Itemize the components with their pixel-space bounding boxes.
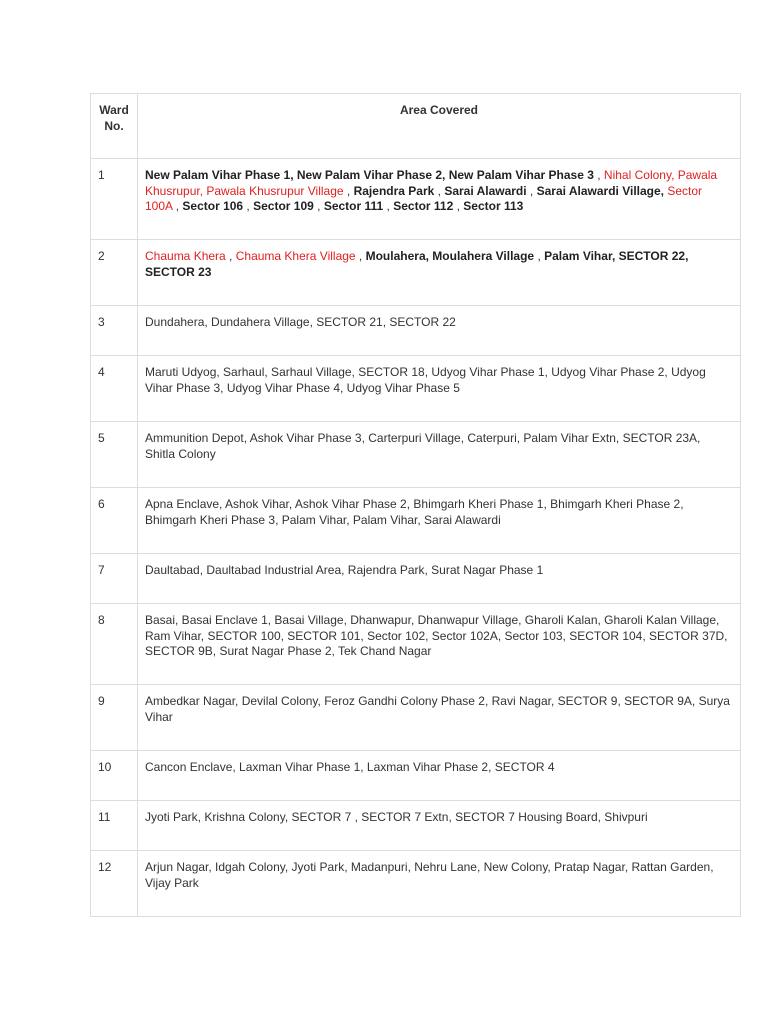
ward-number: 6 bbox=[91, 488, 138, 554]
area-link[interactable]: Chauma Khera bbox=[145, 249, 226, 263]
area-text: Sarai Alawardi Village, bbox=[536, 183, 665, 198]
area-text: Ammunition Depot, Ashok Vihar Phase 3, Carterpuri Village, Caterpuri, Palam Vihar Extn, SECTOR 23A, Shitla Colony bbox=[145, 431, 701, 461]
area-covered bbox=[138, 604, 741, 685]
area-covered bbox=[138, 851, 741, 917]
area-text: , bbox=[343, 183, 354, 198]
area-covered bbox=[138, 356, 741, 422]
area-link[interactable]: Sector 100A bbox=[145, 183, 703, 213]
area-text: Maruti Udyog, Sarhaul, Sarhaul Village, SECTOR 18, Udyog Vihar Phase 1, Udyog Vihar Phase 2, Udyog Vihar Phase 3, Udyog Vihar Phase 4, Udyog Vihar Phase 5 bbox=[145, 365, 706, 395]
ward-number: 8 bbox=[91, 604, 138, 685]
table-row bbox=[91, 801, 741, 851]
ward-number: 3 bbox=[91, 306, 138, 356]
area-text: , bbox=[383, 199, 394, 213]
area-text: Palam Vihar, SECTOR 22, SECTOR 23 bbox=[145, 249, 689, 279]
area-text: , bbox=[225, 249, 236, 263]
ward-number: 10 bbox=[91, 751, 138, 801]
ward-number: 5 bbox=[91, 422, 138, 488]
table-row bbox=[91, 488, 741, 554]
area-covered bbox=[138, 422, 741, 488]
area-text: Sector 113 bbox=[463, 199, 524, 213]
area-link[interactable]: Chauma Khera Village bbox=[235, 249, 356, 263]
table-row bbox=[91, 422, 741, 488]
area-covered bbox=[138, 159, 741, 240]
area-covered bbox=[138, 554, 741, 604]
ward-number: 2 bbox=[91, 240, 138, 306]
table-row bbox=[91, 356, 741, 422]
area-covered bbox=[138, 685, 741, 751]
area-text: Basai, Basai Enclave 1, Basai Village, Dhanwapur, Dhanwapur Village, Gharoli Kalan, Gharoli Kalan Village, Ram Vihar, SECTOR 100, SECTOR 101, Sector 102, Sector 102A, Sector 103, SECTOR 104, SECTOR 37D, SECTOR 9B, Surat Nagar Phase 2, Tek Chand Nagar bbox=[145, 613, 728, 658]
table-row bbox=[91, 751, 741, 801]
area-covered bbox=[138, 240, 741, 306]
area-text: Rajendra Park bbox=[353, 183, 435, 198]
area-text: Sector 106 bbox=[182, 199, 244, 213]
table-row bbox=[91, 851, 741, 917]
area-text: Sarai Alawardi bbox=[444, 183, 527, 198]
table-row bbox=[91, 554, 741, 604]
header-ward-no: Ward No. bbox=[91, 94, 138, 159]
area-covered bbox=[138, 306, 741, 356]
table-row bbox=[91, 685, 741, 751]
header-area-covered: Area Covered bbox=[138, 94, 741, 159]
ward-number: 12 bbox=[91, 851, 138, 917]
area-text: , bbox=[534, 249, 545, 263]
table-header-row bbox=[91, 94, 741, 159]
area-text: Moulahera, Moulahera Village bbox=[365, 249, 535, 263]
table-row bbox=[91, 306, 741, 356]
table-body bbox=[91, 159, 741, 917]
area-text: Jyoti Park, Krishna Colony, SECTOR 7 , SECTOR 7 Extn, SECTOR 7 Housing Board, Shivpuri bbox=[145, 810, 648, 824]
area-text: Sector 112 bbox=[393, 199, 454, 213]
area-text: Ambedkar Nagar, Devilal Colony, Feroz Gandhi Colony Phase 2, Ravi Nagar, SECTOR 9, SECTOR 9A, Surya Vihar bbox=[145, 694, 730, 724]
area-text: , bbox=[313, 199, 324, 213]
area-text: Sector 111 bbox=[323, 199, 384, 213]
area-covered bbox=[138, 801, 741, 851]
area-text: , bbox=[453, 199, 464, 213]
ward-number: 4 bbox=[91, 356, 138, 422]
table-row bbox=[91, 240, 741, 306]
area-text: , bbox=[355, 249, 366, 263]
area-text: , bbox=[172, 199, 183, 213]
area-text: Daultabad, Daultabad Industrial Area, Rajendra Park, Surat Nagar Phase 1 bbox=[145, 563, 544, 577]
ward-number: 1 bbox=[91, 159, 138, 240]
area-text: Dundahera, Dundahera Village, SECTOR 21, SECTOR 22 bbox=[145, 315, 456, 329]
ward-number: 9 bbox=[91, 685, 138, 751]
area-covered bbox=[138, 488, 741, 554]
table-row bbox=[91, 604, 741, 685]
area-text: Sector 109 bbox=[253, 199, 314, 213]
area-link[interactable]: Nihal Colony, Pawala Khusrupur, Pawala Khusrupur Village bbox=[145, 168, 718, 198]
area-text: , bbox=[526, 183, 537, 198]
area-text: Apna Enclave, Ashok Vihar, Ashok Vihar Phase 2, Bhimgarh Kheri Phase 1, Bhimgarh Kheri Phase 2, Bhimgarh Kheri Phase 3, Palam Vihar, Palam Vihar, Sarai Alawardi bbox=[145, 497, 684, 527]
area-text: New Palam Vihar Phase 1, New Palam Vihar Phase 2, New Palam Vihar Phase 3 bbox=[145, 168, 594, 182]
area-text: , bbox=[243, 199, 254, 213]
table-row bbox=[91, 159, 741, 240]
area-text: Arjun Nagar, Idgah Colony, Jyoti Park, Madanpuri, Nehru Lane, New Colony, Pratap Nagar, Rattan Garden, Vijay Park bbox=[145, 860, 714, 890]
area-text: , bbox=[434, 183, 445, 198]
area-text: , bbox=[593, 168, 604, 182]
ward-number: 7 bbox=[91, 554, 138, 604]
ward-number: 11 bbox=[91, 801, 138, 851]
ward-area-table bbox=[90, 93, 741, 917]
area-text: Cancon Enclave, Laxman Vihar Phase 1, Laxman Vihar Phase 2, SECTOR 4 bbox=[145, 760, 555, 774]
area-covered bbox=[138, 751, 741, 801]
